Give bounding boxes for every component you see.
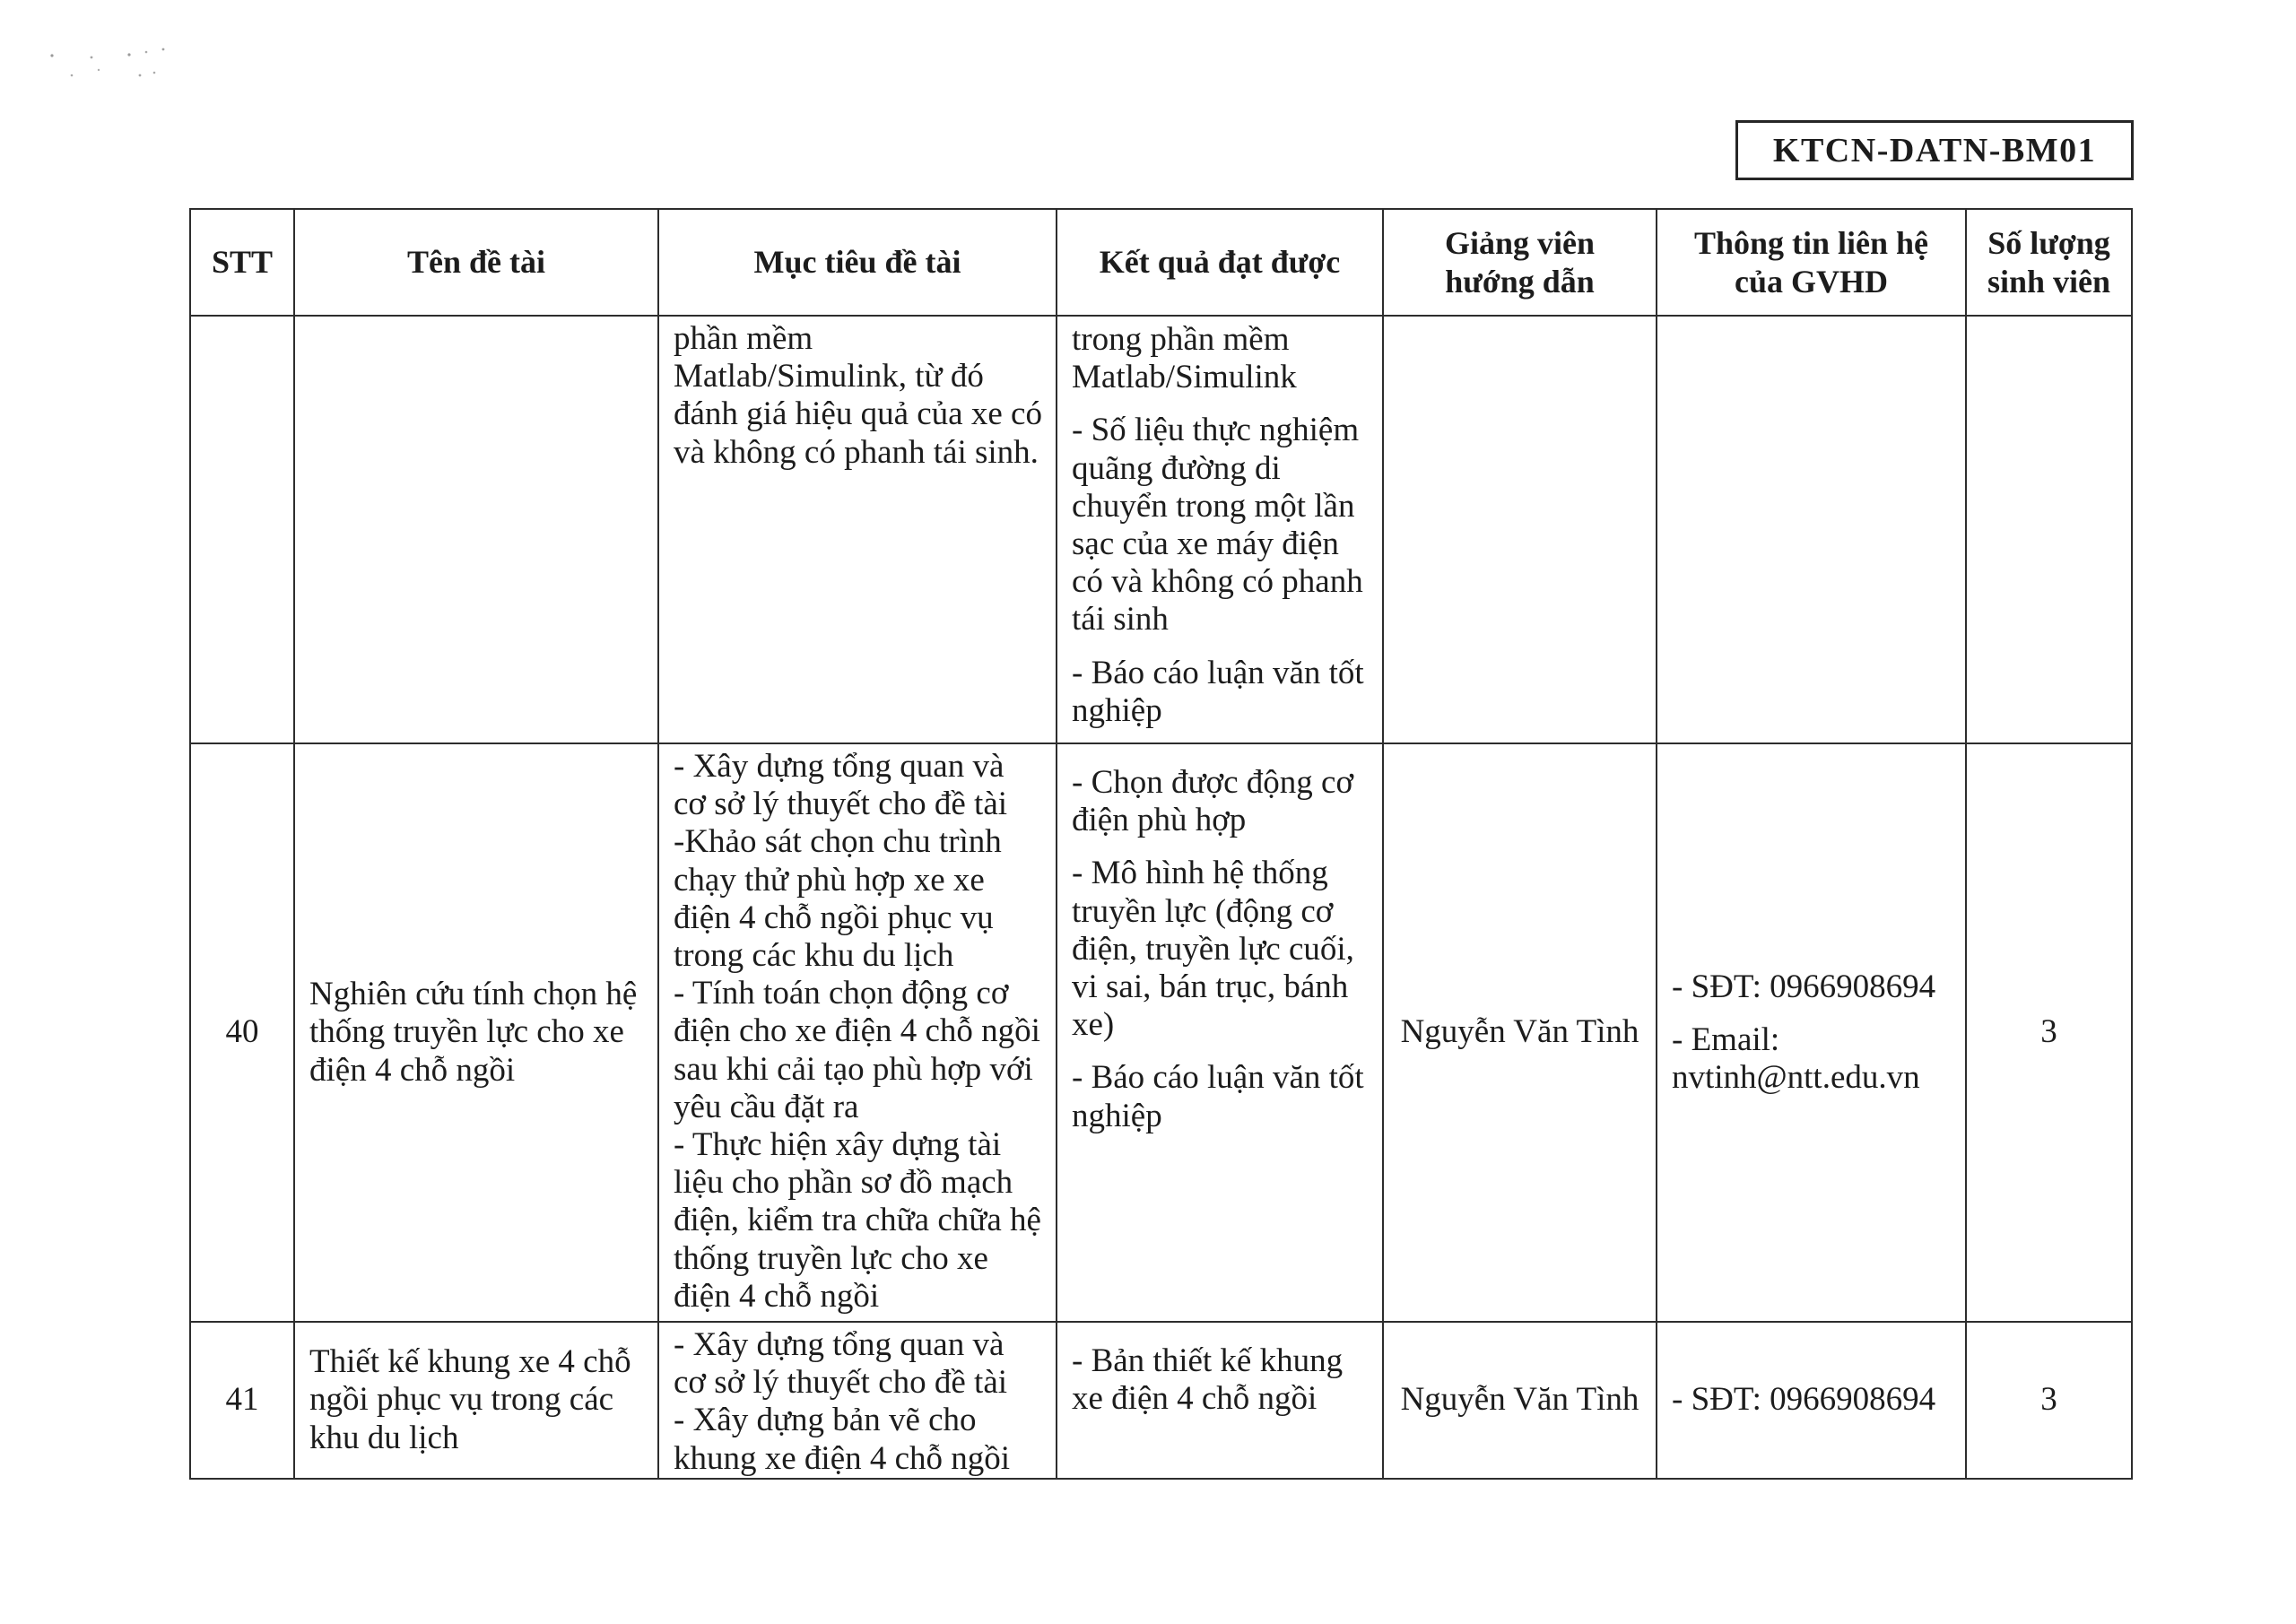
- objective-line: khung xe điện 4 chỗ ngồi: [674, 1439, 1011, 1477]
- objective-line: điện 4 chỗ ngồi phục vụ: [674, 899, 994, 936]
- thesis-topics-table: [189, 208, 2133, 1480]
- student-count: 3: [2040, 1381, 2057, 1419]
- header-label: sinh viên: [1987, 263, 2111, 300]
- cell-paragraph: [1970, 1381, 2127, 1419]
- supervisor-name: Nguyễn Văn Tình: [1400, 1381, 1639, 1419]
- result-line: - Mô hình hệ thống: [1072, 855, 1328, 892]
- header-label: hướng dẫn: [1445, 263, 1595, 300]
- result-line: có và không có phanh: [1072, 563, 1363, 601]
- result-line: chuyển trong một lần: [1072, 487, 1355, 525]
- header-stt: [190, 209, 294, 316]
- cell-paragraph: [1072, 412, 1373, 638]
- header-results: [1057, 209, 1383, 316]
- supervisor-cell: [1383, 743, 1657, 1322]
- objective-line: - Thực hiện xây dựng tài: [674, 1126, 1002, 1164]
- objective-line: - Xây dựng tổng quan và: [674, 1326, 1004, 1363]
- student-count-cell: [1966, 316, 2132, 743]
- contact-line: - SĐT: 0966908694: [1672, 1381, 1936, 1419]
- row-number: 41: [225, 1381, 259, 1419]
- contact-line: nvtinh@ntt.edu.vn: [1672, 1059, 1920, 1097]
- stt-cell: [190, 316, 294, 743]
- result-line: tái sinh: [1072, 601, 1169, 638]
- table-row: [190, 743, 2132, 1322]
- supervisor-cell: [1383, 316, 1657, 743]
- objectives-cell: [658, 743, 1057, 1322]
- form-code-box: [1735, 120, 2134, 180]
- header-supervisor: [1383, 209, 1657, 316]
- objectives-cell: [658, 1322, 1057, 1479]
- results-cell: [1057, 316, 1383, 743]
- cell-paragraph: [309, 976, 648, 1090]
- objective-line: chạy thử phù hợp xe xe: [674, 861, 985, 899]
- objective-line: sau khi cải tạo phù hợp với: [674, 1050, 1033, 1088]
- cell-paragraph: [1072, 655, 1373, 730]
- result-line: - Báo cáo luận văn tốt: [1072, 1059, 1364, 1097]
- topic-title-line: Nghiên cứu tính chọn hệ: [309, 976, 638, 1013]
- cell-paragraph: [1072, 1342, 1373, 1418]
- cell-paragraph: [674, 1326, 1047, 1478]
- header-label: Mục tiêu đề tài: [753, 244, 961, 281]
- student-count-cell: [1966, 1322, 2132, 1479]
- contact-cell: [1657, 316, 1966, 743]
- objective-line: cơ sở lý thuyết cho đề tài: [674, 786, 1008, 823]
- results-cell: [1057, 743, 1383, 1322]
- header-students: [1966, 209, 2132, 316]
- objective-line: cơ sở lý thuyết cho đề tài: [674, 1364, 1008, 1402]
- table-header: [190, 209, 2132, 316]
- cell-paragraph: [1072, 764, 1373, 839]
- objective-line: điện cho xe điện 4 chỗ ngồi: [674, 1012, 1040, 1050]
- cell-paragraph: [1672, 1381, 1956, 1419]
- header-label: STT: [211, 244, 274, 281]
- supervisor-name: Nguyễn Văn Tình: [1400, 1013, 1639, 1051]
- objectives-cell: [658, 316, 1057, 743]
- objective-line: đánh giá hiệu quả của xe có: [674, 395, 1042, 433]
- result-line: nghiệp: [1072, 691, 1162, 729]
- result-line: xe điện 4 chỗ ngồi: [1072, 1380, 1318, 1418]
- topic-cell: [294, 1322, 658, 1479]
- cell-paragraph: [1072, 321, 1373, 396]
- header-label: Tên đề tài: [406, 244, 545, 281]
- topic-title-line: ngồi phục vụ trong các: [309, 1381, 614, 1419]
- header-contact: [1657, 209, 1966, 316]
- result-line: - Báo cáo luận văn tốt: [1072, 654, 1364, 691]
- objective-line: - Xây dựng bản vẽ cho: [674, 1402, 977, 1439]
- stt-cell: [190, 1322, 294, 1479]
- topic-title-line: khu du lịch: [309, 1419, 459, 1456]
- objective-line: và không có phanh tái sinh.: [674, 433, 1039, 471]
- result-line: vi sai, bán trục, bánh: [1072, 968, 1349, 1006]
- result-line: quãng đường di: [1072, 449, 1281, 487]
- cell-paragraph: [1387, 1013, 1652, 1051]
- objective-line: điện 4 chỗ ngồi: [674, 1277, 880, 1315]
- objective-line: trong các khu du lịch: [674, 937, 954, 975]
- results-cell: [1057, 1322, 1383, 1479]
- result-line: truyền lực (động cơ: [1072, 892, 1334, 930]
- topic-title-line: thống truyền lực cho xe: [309, 1013, 624, 1051]
- header-label: Giảng viên: [1444, 225, 1596, 262]
- cell-paragraph: [1387, 1381, 1652, 1419]
- topic-cell: [294, 316, 658, 743]
- stt-cell: [190, 743, 294, 1322]
- result-line: - Bản thiết kế khung: [1072, 1342, 1344, 1379]
- contact-line: - Email:: [1672, 1020, 1780, 1058]
- objective-line: yêu cầu đặt ra: [674, 1088, 859, 1125]
- student-count-cell: [1966, 743, 2132, 1322]
- form-code: KTCN-DATN-BM01: [1772, 131, 2097, 169]
- header-label: Số lượng: [1987, 225, 2110, 262]
- header-label: Thông tin liên hệ: [1693, 225, 1929, 262]
- cell-paragraph: [1072, 855, 1373, 1044]
- header-label: của GVHD: [1735, 263, 1888, 300]
- cell-paragraph: [1072, 1059, 1373, 1134]
- header-row: [190, 209, 2132, 316]
- contact-cell: [1657, 1322, 1966, 1479]
- contact-cell: [1657, 743, 1966, 1322]
- contact-line: - SĐT: 0966908694: [1672, 968, 1936, 1005]
- cell-paragraph: [674, 748, 1047, 1316]
- table-row: [190, 316, 2132, 743]
- student-count: 3: [2040, 1013, 2057, 1051]
- header-label: Kết quả đạt được: [1099, 244, 1341, 281]
- cell-paragraph: [195, 1013, 290, 1051]
- objective-line: -Khảo sát chọn chu trình: [674, 823, 1002, 861]
- objective-line: phần mềm: [674, 320, 813, 357]
- objective-line: Matlab/Simulink, từ đó: [674, 358, 984, 395]
- cell-paragraph: [1672, 968, 1956, 1006]
- result-line: nghiệp: [1072, 1097, 1162, 1134]
- objective-line: liệu cho phần sơ đồ mạch: [674, 1164, 1013, 1202]
- result-line: Matlab/Simulink: [1072, 359, 1297, 396]
- result-line: - Chọn được động cơ: [1072, 764, 1354, 801]
- cell-paragraph: [1970, 1013, 2127, 1051]
- table-row: [190, 1322, 2132, 1479]
- table-body: [190, 316, 2132, 1479]
- row-number: 40: [225, 1013, 259, 1051]
- topic-title-line: Thiết kế khung xe 4 chỗ: [309, 1343, 631, 1381]
- objective-line: - Xây dựng tổng quan và: [674, 748, 1004, 785]
- result-line: trong phần mềm: [1072, 321, 1290, 358]
- supervisor-cell: [1383, 1322, 1657, 1479]
- result-line: sạc của xe máy điện: [1072, 525, 1339, 563]
- header-objectives: [658, 209, 1057, 316]
- cell-paragraph: [1672, 1021, 1956, 1097]
- result-line: - Số liệu thực nghiệm: [1072, 412, 1360, 449]
- cell-paragraph: [195, 1381, 290, 1419]
- scan-specks: [45, 43, 179, 83]
- topic-cell: [294, 743, 658, 1322]
- result-line: điện phù hợp: [1072, 802, 1247, 839]
- objective-line: thống truyền lực cho xe: [674, 1239, 988, 1277]
- topic-title-line: điện 4 chỗ ngồi: [309, 1051, 516, 1089]
- header-topic: [294, 209, 658, 316]
- result-line: xe): [1072, 1006, 1115, 1044]
- cell-paragraph: [309, 1343, 648, 1457]
- cell-paragraph: [674, 320, 1047, 472]
- result-line: điện, truyền lực cuối,: [1072, 930, 1354, 968]
- objective-line: điện, kiểm tra chữa chữa hệ: [674, 1202, 1041, 1239]
- objective-line: - Tính toán chọn động cơ: [674, 975, 1009, 1012]
